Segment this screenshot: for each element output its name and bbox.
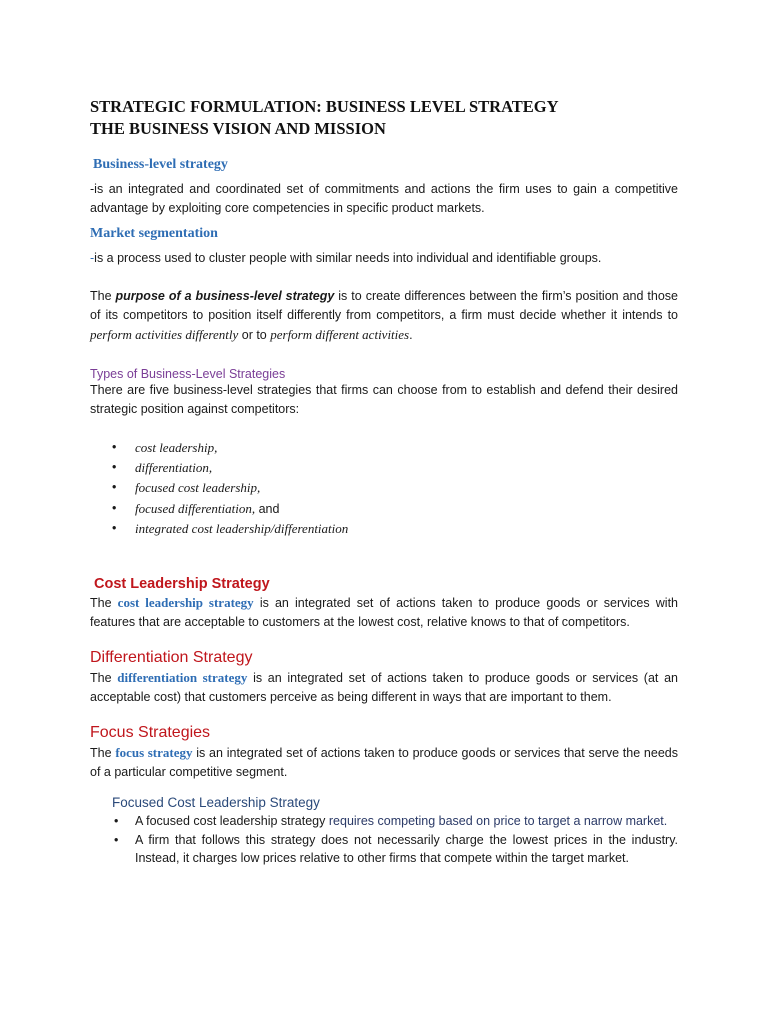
paragraph-body: is an integrated set of actions taken to produce goods or services with features that are acceptable to customers at the lowest cost, relative knows to that of competitors.	[90, 596, 678, 630]
market-segmentation-text: is a process used to cluster people with similar needs into individual and identifiable groups.	[94, 251, 602, 265]
paragraph-body: is an integrated set of actions taken to produce goods or services that serve the needs of a particular competitive segment.	[90, 746, 678, 780]
differentiation-keyword: differentiation strategy	[117, 670, 248, 686]
title-line-1: STRATEGIC FORMULATION: BUSINESS LEVEL STRATEGY	[90, 97, 559, 116]
paragraph-body: is an integrated set of actions taken to produce goods or services (at an acceptable cost) that customers perceive as being different in ways that are important to them.	[90, 671, 678, 705]
differentiation-paragraph	[90, 668, 678, 707]
cost-leadership-heading: Cost Leadership Strategy	[94, 576, 270, 593]
paragraph-pre: The	[90, 671, 118, 686]
bullet-icon: •	[114, 814, 119, 829]
market-segmentation-definition	[90, 249, 678, 268]
bullet-icon: •	[112, 460, 117, 475]
list-item-text: focused cost leadership,	[135, 480, 261, 496]
document-body	[90, 96, 678, 868]
list-item-text: cost leadership,	[135, 440, 218, 455]
bullet-icon: •	[112, 520, 117, 535]
focused-cost-heading: Focused Cost Leadership Strategy	[112, 795, 320, 811]
purpose-or: or to	[238, 328, 271, 342]
bullet-icon: •	[114, 832, 119, 847]
purpose-intro: The	[90, 289, 116, 303]
list-item	[90, 499, 678, 519]
title-line-2: THE BUSINESS VISION AND MISSION	[90, 119, 386, 138]
purpose-italic-1: perform activities differently	[90, 327, 239, 342]
purpose-end: .	[409, 328, 413, 342]
definition-dash: -	[90, 251, 95, 265]
focus-heading: Focus Strategies	[90, 724, 211, 742]
bullet-icon: •	[112, 440, 117, 454]
list-item	[90, 519, 678, 539]
focused-cost-list	[90, 812, 678, 868]
types-intro: There are five business-level strategies that firms can choose from to establish and defend their desired strategic position against competitors:	[90, 383, 678, 416]
list-item	[90, 438, 678, 458]
document-title	[90, 96, 678, 140]
market-segmentation-heading: Market segmentation	[90, 226, 218, 241]
list-item-text: A focused cost leadership strategy	[135, 814, 329, 829]
list-item	[90, 458, 678, 478]
purpose-bold-phrase: purpose of a business-level strategy	[115, 289, 335, 303]
purpose-italic-2: perform different activities	[270, 327, 410, 342]
list-item-text: focused differentiation,	[135, 500, 256, 516]
bullet-icon: •	[112, 480, 117, 495]
purpose-middle: is to create differences between the firm’s position and those of its competitors to position itself differently from competitors, a firm must decide whether it intends to	[90, 289, 678, 322]
cost-leadership-keyword: cost leadership strategy	[117, 595, 254, 611]
focus-paragraph	[90, 743, 678, 782]
list-item	[90, 831, 678, 868]
cost-leadership-paragraph	[90, 593, 678, 632]
list-item-suffix: and	[255, 501, 280, 516]
paragraph-pre: The	[90, 746, 116, 761]
list-item-text: differentiation,	[135, 460, 213, 476]
business-level-definition: -is an integrated and coordinated set of commitments and actions the firm uses to gain a competitive advantage by exploiting core competencies in specific product markets.	[90, 182, 678, 215]
focus-keyword: focus strategy	[115, 745, 193, 761]
list-item	[90, 478, 678, 498]
bullet-icon: •	[112, 500, 117, 515]
list-item-text: A firm that follows this strategy does not necessarily charge the lowest prices in the industry. Instead, it charges low prices relative to other firms that compete within the target market.	[135, 832, 678, 866]
differentiation-heading: Differentiation Strategy	[90, 649, 253, 667]
business-level-heading: Business-level strategy	[93, 157, 228, 172]
list-item-text: integrated cost leadership/differentiation	[135, 520, 349, 536]
paragraph-pre: The	[90, 596, 118, 611]
purpose-paragraph	[90, 287, 678, 345]
list-item	[90, 812, 678, 831]
strategy-types-list	[90, 438, 678, 539]
types-heading: Types of Business-Level Strategies	[90, 367, 286, 381]
list-item-highlight: requires competing based on price to target a narrow market.	[328, 814, 668, 829]
